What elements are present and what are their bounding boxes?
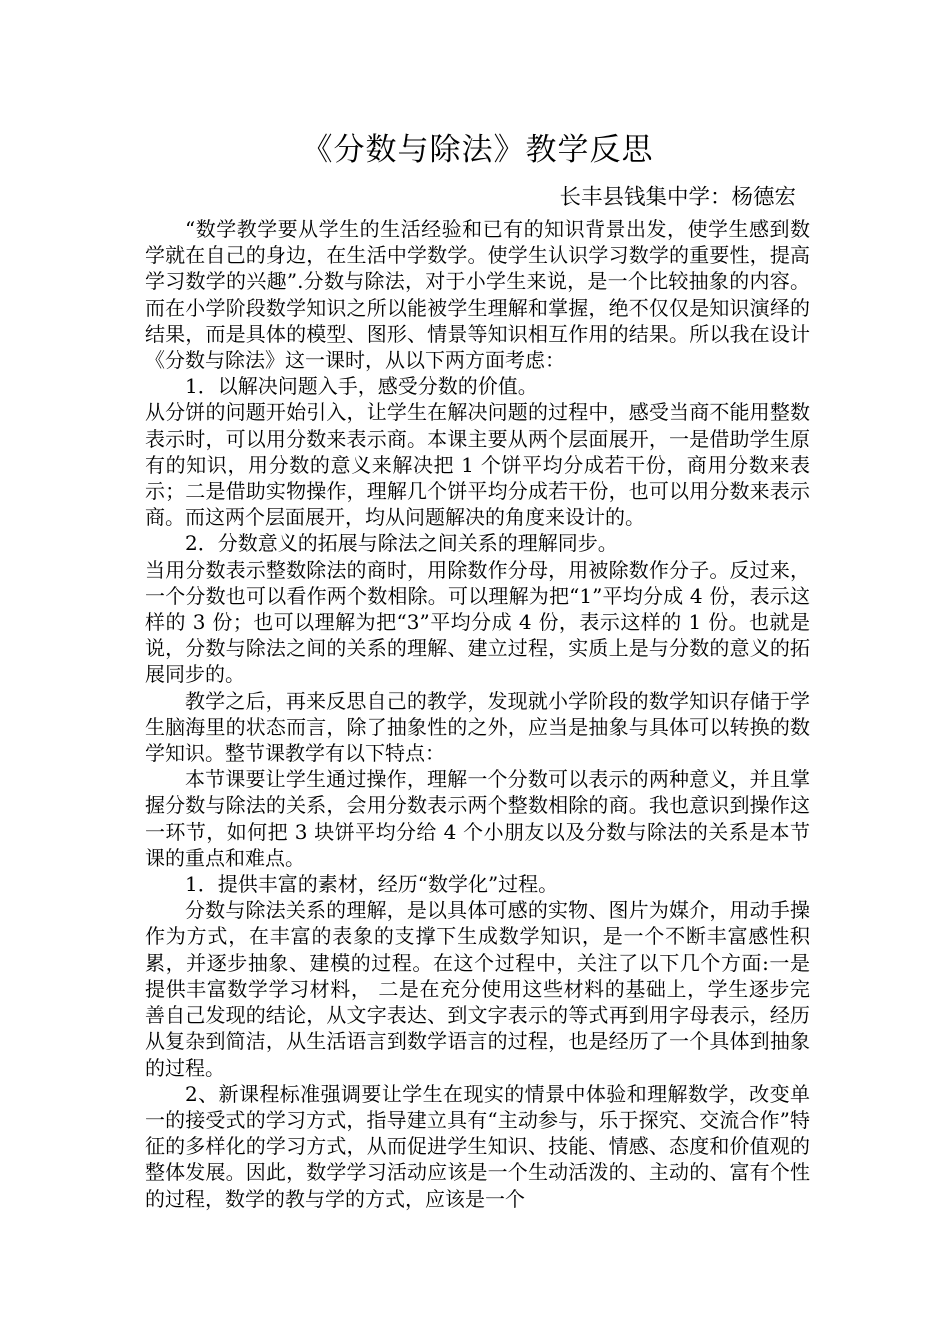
paragraph-body-2: 当用分数表示整数除法的商时，用除数作分母，用被除数作分子。反过来，一个分数也可以看作两个数相除。可以理解为把“1”平均分成 4 份，表示这样的 3 份；也可以理解为把“3”平均分成 4 份，表示这样的 1 份。也就是说，分数与除法之间的关系的理解、建立过程，实质上是与分数的意义的拓展同步的。 bbox=[145, 557, 810, 687]
paragraph-feature-1-body: 分数与除法关系的理解，是以具体可感的实物、图片为媒介，用动手操作为方式，在丰富的表象的支撑下生成数学知识，是一个不断丰富感性积累，并逐步抽象、建模的过程。在这个过程中，关注了以下几个方面:一是提供丰富数学学习材料， 二是在充分使用这些材料的基础上，学生逐步完善自己发现的结论，从文字表达、到文字表示的等式再到用字母表示，经历从复杂到简洁，从生活语言到数学语言的过程，也是经历了一个具体到抽象的过程。 bbox=[145, 898, 810, 1080]
paragraph-intro: “数学教学要从学生的生活经验和已有的知识背景出发，使学生感到数学就在自己的身边，在生活中学数学。使学生认识学习数学的重要性，提高学习数学的兴趣”.分数与除法，对于小学生来说，是一个比较抽象的内容。而在小学阶段数学知识之所以能被学生理解和掌握，绝不仅仅是知识演绎的结果，而是具体的模型、图形、情景等知识相互作用的结果。所以我在设计《分数与除法》这一课时，从以下两方面考虑： bbox=[145, 217, 810, 373]
paragraph-body-1: 从分饼的问题开始引入，让学生在解决问题的过程中，感受当商不能用整数表示时，可以用分数来表示商。本课主要从两个层面展开，一是借助学生原有的知识，用分数的意义来解决把 1 个饼平均分成若干份，商用分数来表示；二是借助实物操作，理解几个饼平均分成若干份，也可以用分数来表示商。而这两个层面展开，均从问题解决的角度来设计的。 bbox=[145, 400, 810, 530]
paragraph-feature-2: 2、新课程标准强调要让学生在现实的情景中体验和理解数学，改变单一的接受式的学习方式，指导建立具有“主动参与，乐于探究、交流合作”特征的多样化的学习方式，从而促进学生知识、技能、情感、态度和价值观的整体发展。因此，数学学习活动应该是一个生动活泼的、主动的、富有个性的过程，数学的教与学的方式，应该是一个 bbox=[145, 1081, 810, 1211]
page-title: 《分数与除法》教学反思 bbox=[301, 132, 654, 168]
document-page bbox=[145, 130, 810, 1212]
paragraph-reflection: 教学之后，再来反思自己的教学，发现就小学阶段的数学知识存储于学生脑海里的状态而言，除了抽象性的之外，应当是抽象与具体可以转换的数学知识。整节课教学有以下特点： bbox=[145, 688, 810, 766]
paragraph-heading-2: 2．分数意义的拓展与除法之间关系的理解同步。 bbox=[185, 531, 618, 556]
paragraph-heading-1: 1．以解决问题入手，感受分数的价值。 bbox=[185, 374, 538, 399]
document-body bbox=[145, 216, 810, 1212]
paragraph-lesson-goal: 本节课要让学生通过操作，理解一个分数可以表示的两种意义，并且掌握分数与除法的关系，会用分数表示两个整数相除的商。我也意识到操作这一环节，如何把 3 块饼平均分给 4 个小朋友以及分数与除法的关系是本节课的重点和难点。 bbox=[145, 767, 810, 870]
author-line: 长丰县钱集中学：杨德宏 bbox=[559, 185, 796, 210]
paragraph-feature-1-heading: 1．提供丰富的素材，经历“数学化”过程。 bbox=[185, 872, 559, 897]
